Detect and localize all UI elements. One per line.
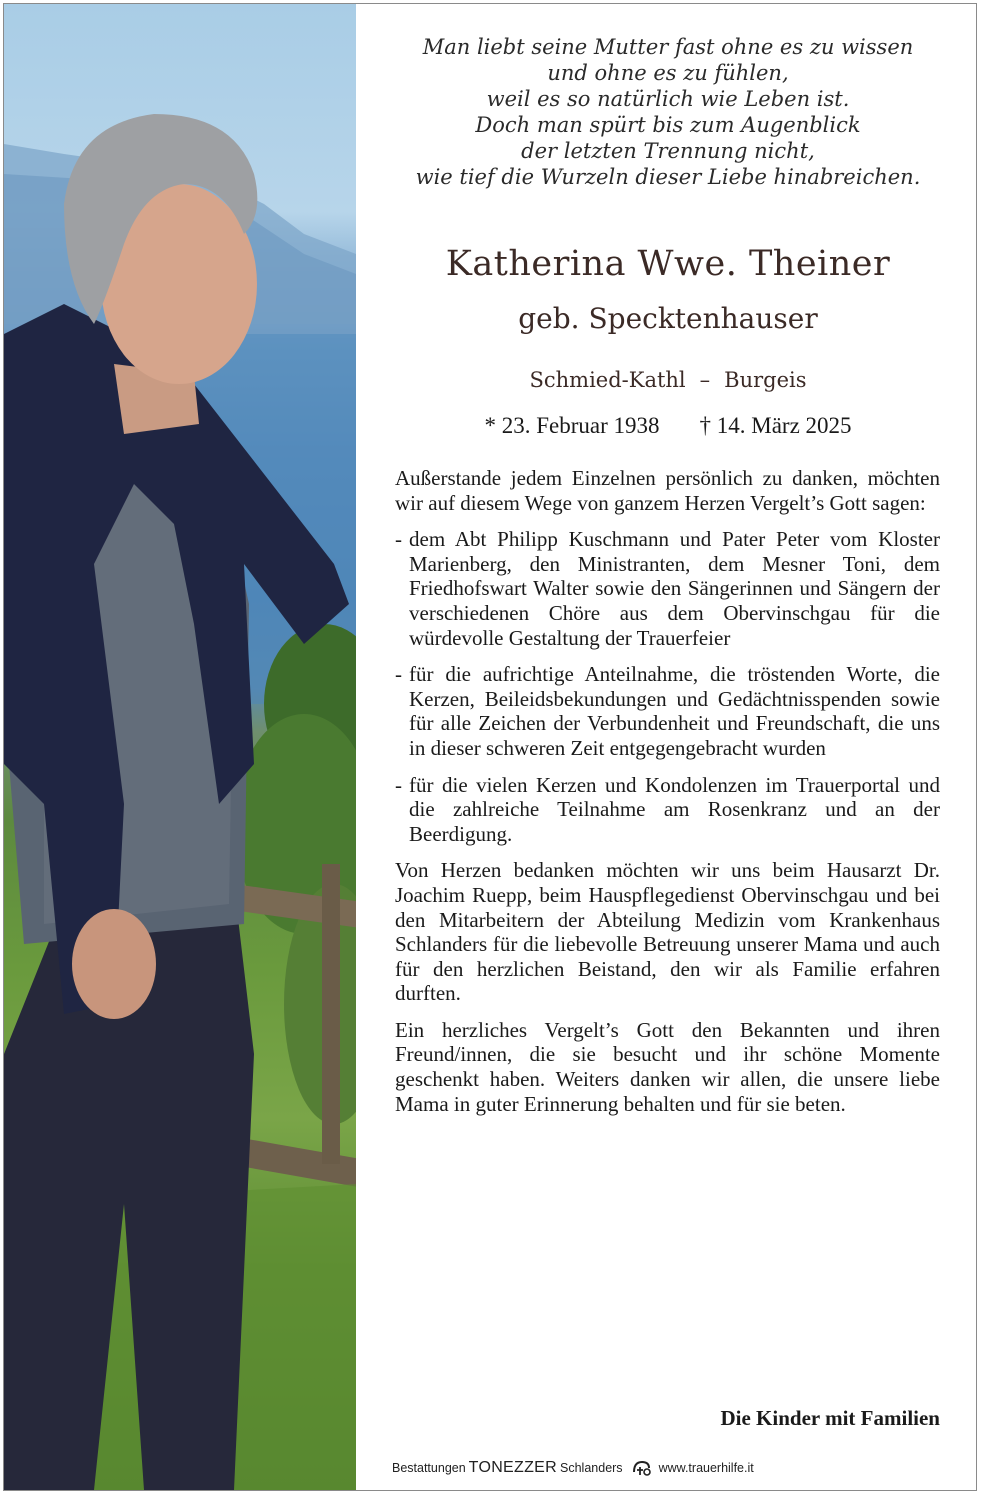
quote-line: Doch man spürt bis zum Augenblick [475, 113, 861, 137]
birth-date: * 23. Februar 1938 [484, 413, 660, 438]
life-dates [372, 413, 964, 439]
deceased-name: Katherina Wwe. Theiner [445, 244, 891, 284]
memorial-quote [372, 34, 964, 190]
thank-you-text [395, 466, 940, 1128]
footer-brand: TONEZZER [468, 1459, 558, 1476]
list-item-text: für die aufrichtige Anteilnahme, die tröstenden Worte, die Kerzen, Beileidsbekundungen und Gedächtnisspenden sowie für alle Zeichen der Verbundenheit und Freundschaft, die uns in dieser schweren Zeit entgegengebracht wurden [409, 662, 940, 760]
house-name: Schmied-Kathl [529, 368, 686, 392]
footer-city: Schlanders [560, 1461, 623, 1475]
quote-line: wie tief die Wurzeln dieser Liebe hinabreichen. [415, 165, 921, 189]
footer-website[interactable]: www.trauerhilfe.it [658, 1461, 754, 1475]
origin-line [372, 368, 964, 392]
portrait-illustration [4, 4, 356, 1490]
footer [392, 1458, 754, 1478]
thanks-paragraph-medical: Von Herzen bedanken möchten wir uns beim Hausarzt Dr. Joachim Ruepp, beim Hauspflegedienst Obervinschgau und bei den Mitarbeitern der Abteilung Medizin vom Krankenhaus Schlanders für die liebevolle Betreuung unserer Mama und auch für den herzlichen Beistand, den wir als Familie erfahren durften. [395, 858, 940, 1006]
footer-prefix: Bestattungen [392, 1461, 466, 1475]
list-item [395, 527, 940, 650]
portrait-photo [4, 4, 356, 1490]
list-item-text: dem Abt Philipp Kuschmann und Pater Peter vom Kloster Marienberg, den Ministranten, dem Mesner Toni, dem Friedhofswart Walter sowie den Sängerinnen und Sängern der verschiedenen Chöre aus dem Obervinschgau für die würdevolle Gestaltung der Trauerfeier [409, 527, 940, 650]
origin-separator: – [699, 368, 711, 392]
list-dash: - [395, 527, 402, 552]
birth-name: geb. Specktenhauser [518, 302, 818, 335]
thanks-intro: Außerstande jedem Einzelnen persönlich zu danken, möchten wir auf diesem Wege von ganzem Herzen Vergelt’s Gott sagen: [395, 466, 940, 515]
signature: Die Kinder mit Familien [720, 1406, 940, 1430]
thanks-list [395, 527, 940, 846]
quote-line: Man liebt seine Mutter fast ohne es zu wissen [422, 35, 914, 59]
thanks-paragraph-friends: Ein herzliches Vergelt’s Gott den Bekannten und ihren Freund/innen, die sie besucht und ihr schöne Momente geschenkt haben. Weiters danken wir allen, die unsere liebe Mama in guter Erinnerung behalten und für sie beten. [395, 1017, 940, 1116]
quote-line: der letzten Trennung nicht, [521, 139, 815, 163]
place-name: Burgeis [724, 368, 807, 392]
list-dash: - [395, 772, 402, 797]
list-item [395, 662, 940, 760]
list-dash: - [395, 662, 402, 687]
list-item [395, 773, 940, 847]
list-item-text: für die vielen Kerzen und Kondolenzen im Trauerportal und die zahlreiche Teilnahme am Rosenkranz und an der Beerdigung. [409, 772, 940, 846]
trauerhilfe-logo-icon [631, 1459, 653, 1477]
quote-line: und ohne es zu fühlen, [547, 61, 789, 85]
death-date: † 14. März 2025 [699, 413, 852, 438]
quote-line: weil es so natürlich wie Leben ist. [486, 87, 850, 111]
